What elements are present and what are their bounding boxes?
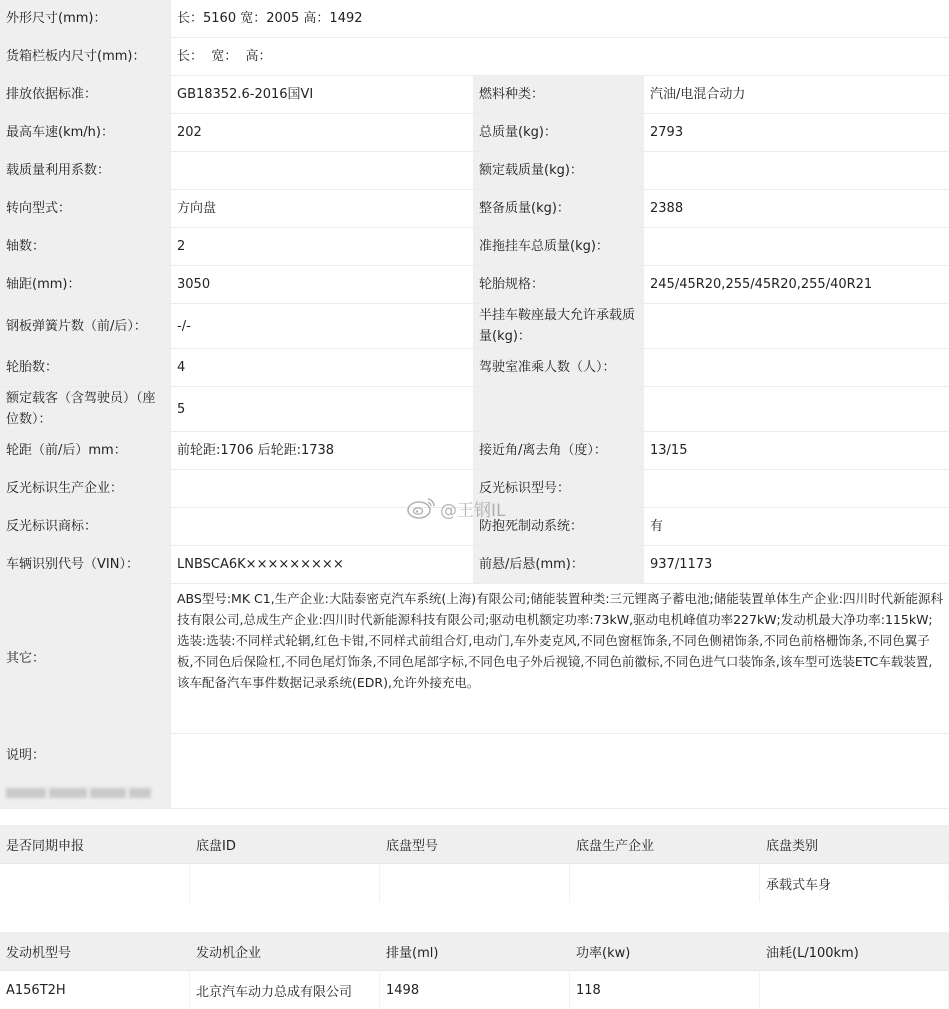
spec-label: 车辆识别代号（VIN）：	[0, 546, 171, 583]
spec-value: 4	[171, 349, 473, 386]
spec-row	[0, 114, 949, 152]
spec-row	[0, 470, 949, 508]
spec-value	[644, 387, 949, 431]
spec-label: 总质量(kg)：	[473, 114, 644, 151]
spec-label: 轮距（前/后）mm：	[0, 432, 171, 469]
spec-row	[0, 266, 949, 304]
spec-value: 有	[644, 508, 949, 545]
spec-value: GB18352.6-2016国VI	[171, 76, 473, 113]
chassis-header-cell: 底盘类别	[760, 825, 949, 863]
spec-row	[0, 76, 949, 114]
chassis-header-cell: 是否同期申报	[0, 825, 190, 863]
chassis-header-cell: 底盘生产企业	[570, 825, 760, 863]
chassis-cell	[380, 864, 570, 902]
chassis-header-cell: 底盘ID	[190, 825, 380, 863]
spec-value	[644, 228, 949, 265]
spec-value: 5	[171, 387, 473, 431]
chassis-cell	[570, 864, 760, 902]
engine-header-cell: 发动机企业	[190, 932, 380, 970]
chassis-data-row	[0, 863, 949, 902]
chassis-header-cell: 底盘型号	[380, 825, 570, 863]
engine-cell: 118	[570, 971, 760, 1009]
spec-row	[0, 228, 949, 266]
spec-label: 轴距(mm)：	[0, 266, 171, 303]
engine-cell: 北京汽车动力总成有限公司	[190, 971, 380, 1009]
spec-value	[644, 152, 949, 189]
spec-label	[473, 387, 644, 431]
spec-row	[0, 304, 949, 349]
spec-label: 轮胎规格：	[473, 266, 644, 303]
spec-label: 反光标识商标：	[0, 508, 171, 545]
engine-cell: 1498	[380, 971, 570, 1009]
spec-row	[0, 387, 949, 432]
spec-label: 整备质量(kg)：	[473, 190, 644, 227]
engine-header-row	[0, 932, 949, 970]
chassis-cell	[190, 864, 380, 902]
spec-value: 245/45R20,255/45R20,255/40R21	[644, 266, 949, 303]
engine-cell: A156T2H	[0, 971, 190, 1009]
spec-label: 额定载质量(kg)：	[473, 152, 644, 189]
spec-label: 额定载客（含驾驶员）（座位数）：	[0, 387, 171, 431]
spec-label: 前悬/后悬(mm)：	[473, 546, 644, 583]
spec-row-other	[0, 584, 949, 734]
spec-value: -/-	[171, 304, 473, 348]
chassis-cell	[0, 864, 190, 902]
spec-row	[0, 546, 949, 584]
spec-row-notes	[0, 734, 949, 809]
spec-value: 长：5160 宽：2005 高：1492	[171, 0, 949, 37]
spec-value	[644, 349, 949, 386]
spec-value	[644, 304, 949, 348]
chassis-cell: 承载式车身	[760, 864, 949, 902]
spec-label: 燃料种类：	[473, 76, 644, 113]
spec-value	[171, 508, 473, 545]
spec-row-dimensions	[0, 0, 949, 38]
spec-label: 货箱栏板内尺寸(mm)：	[0, 38, 171, 75]
spec-row	[0, 349, 949, 387]
notes-label-cell	[0, 734, 171, 808]
engine-data-row	[0, 970, 949, 1009]
spec-value	[171, 470, 473, 507]
engine-header-cell: 油耗(L/100km)	[760, 932, 949, 970]
spec-label: 接近角/离去角（度）：	[473, 432, 644, 469]
spec-value: 方向盘	[171, 190, 473, 227]
spec-value	[171, 152, 473, 189]
spec-label: 其它：	[0, 584, 171, 733]
spec-label: 说明：	[6, 747, 46, 763]
engine-cell	[760, 971, 949, 1009]
spec-value: 2388	[644, 190, 949, 227]
spec-label: 外形尺寸(mm)：	[0, 0, 171, 37]
spec-value: 长： 宽： 高：	[171, 38, 949, 75]
spec-label: 反光标识生产企业：	[0, 470, 171, 507]
engine-header-cell: 排量(ml)	[380, 932, 570, 970]
spec-value: LNBSCA6K×××××××××	[171, 546, 473, 583]
spec-label: 半挂车鞍座最大允许承载质量(kg)：	[473, 304, 644, 348]
spec-value: 937/1173	[644, 546, 949, 583]
spec-label: 转向型式：	[0, 190, 171, 227]
redacted-label	[6, 788, 151, 798]
spec-value: 202	[171, 114, 473, 151]
chassis-header-row	[0, 825, 949, 863]
spec-value: 2	[171, 228, 473, 265]
engine-header-cell: 功率(kw)	[570, 932, 760, 970]
spec-row	[0, 432, 949, 470]
engine-header-cell: 发动机型号	[0, 932, 190, 970]
other-details-text: ABS型号:MK C1,生产企业:大陆泰密克汽车系统(上海)有限公司;储能装置种类:三元锂离子蓄电池;储能装置单体生产企业:四川时代新能源科技有限公司,总成生产企业:四川时代新能源科技有限公司;驱动电机额定功率:73kW,驱动电机峰值功率227kW;发动机最大净功率:115kW;选装:选装:不同样式轮辋,红色卡钳,不同样式前组合灯,电动门,车外麦克风,不同色窗框饰条,不同色侧裙饰条,不同色前格栅饰条,不同色翼子板,不同色后保险杠,不同色尾灯饰条,不同色尾部字标,不同色电子外后视镜,不同色前徽标,不同色进气口装饰条,该车型可选装ETC车载装置,该车配备汽车事件数据记录系统(EDR),允许外接充电。	[171, 584, 949, 733]
spec-value: 3050	[171, 266, 473, 303]
spec-row	[0, 508, 949, 546]
spec-label: 准拖挂车总质量(kg)：	[473, 228, 644, 265]
engine-table	[0, 932, 949, 1009]
spec-label: 载质量利用系数：	[0, 152, 171, 189]
spec-label: 排放依据标准：	[0, 76, 171, 113]
spec-row	[0, 190, 949, 228]
spec-label: 防抱死制动系统：	[473, 508, 644, 545]
spec-label: 轴数：	[0, 228, 171, 265]
watermark-text: @王钢IL	[440, 500, 506, 521]
spec-value	[171, 734, 949, 808]
spec-label: 轮胎数：	[0, 349, 171, 386]
spec-label: 钢板弹簧片数（前/后）：	[0, 304, 171, 348]
spec-value: 汽油/电混合动力	[644, 76, 949, 113]
spec-value: 2793	[644, 114, 949, 151]
spec-label: 驾驶室准乘人数（人）：	[473, 349, 644, 386]
spec-row	[0, 152, 949, 190]
spec-label: 反光标识型号：	[473, 470, 644, 507]
spec-row-cargo-box	[0, 38, 949, 76]
chassis-table	[0, 825, 949, 902]
spec-label: 最高车速(km/h)：	[0, 114, 171, 151]
spec-value: 13/15	[644, 432, 949, 469]
spec-value	[644, 470, 949, 507]
spec-value: 前轮距:1706 后轮距:1738	[171, 432, 473, 469]
